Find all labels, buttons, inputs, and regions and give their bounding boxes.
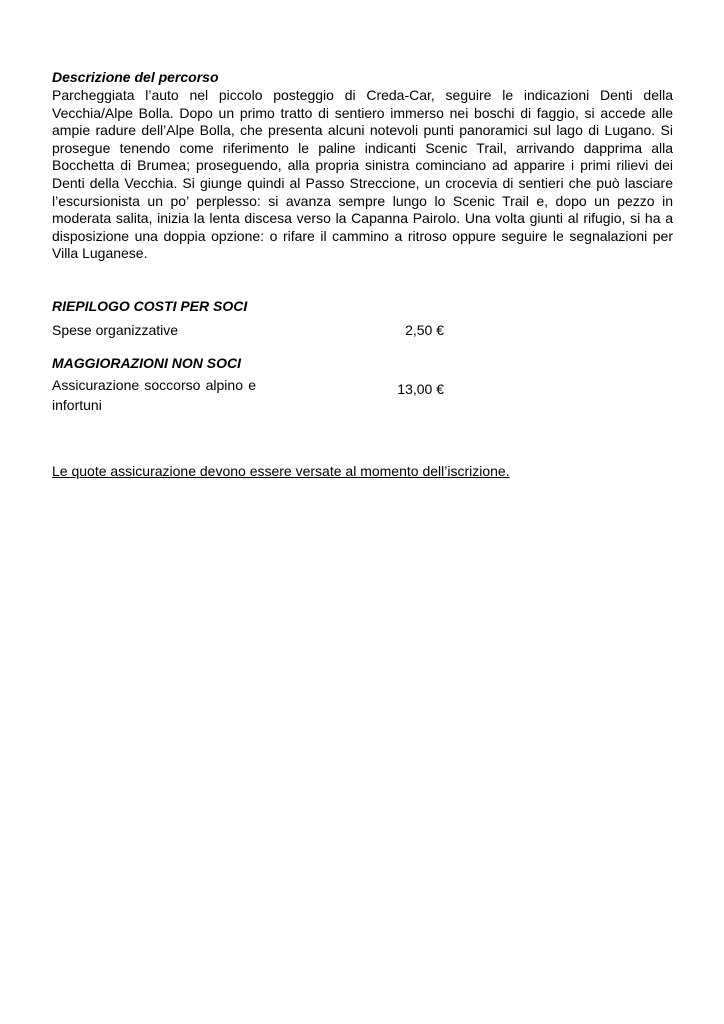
non-member-surcharge-title: MAGGIORAZIONI NON SOCI — [52, 355, 241, 371]
cost-value-insurance: 13,00 € — [397, 381, 444, 397]
insurance-note: Le quote assicurazione devono essere versate al momento dell’iscrizione. — [52, 463, 510, 479]
cost-value-organizational: 2,50 € — [405, 322, 444, 338]
description-title: Descrizione del percorso — [52, 69, 219, 85]
member-costs-title: RIEPILOGO COSTI PER SOCI — [52, 298, 248, 314]
cost-label-insurance: Assicurazione soccorso alpino e infortuni — [52, 377, 256, 413]
description-body: Parcheggiata l’auto nel piccolo posteggio di Creda-Car, seguire le indicazioni Denti della Vecchia/Alpe Bolla. Dopo un primo tratto di sentiero immerso nei boschi di faggio, si accede alle ampie radure dell’Alpe Bolla, che presenta alcuni notevoli punti panoramici sul lago di Lugano. Si prosegue tenendo come riferimento le paline indicanti Scenic Trail, arrivando dapprima alla Bocchetta di Brumea; proseguendo, alla propria sinistra cominciano ad apparire i primi rilievi dei Denti della Vecchia. Si giunge quindi al Passo Streccione, un crocevia di sentieri che può lasciare l’escursionista un po’ perplesso: si avanza sempre lungo lo Scenic Trail e, dopo un pezzo in moderata salita, inizia la lenta discesa verso la Capanna Pairolo. Una volta giunti al rifugio, si ha a disposizione una doppia opzione: o rifare il cammino a ritroso oppure seguire le segnalazioni per Villa Luganese. — [52, 87, 673, 262]
cost-label-organizational: Spese organizzative — [52, 322, 179, 338]
